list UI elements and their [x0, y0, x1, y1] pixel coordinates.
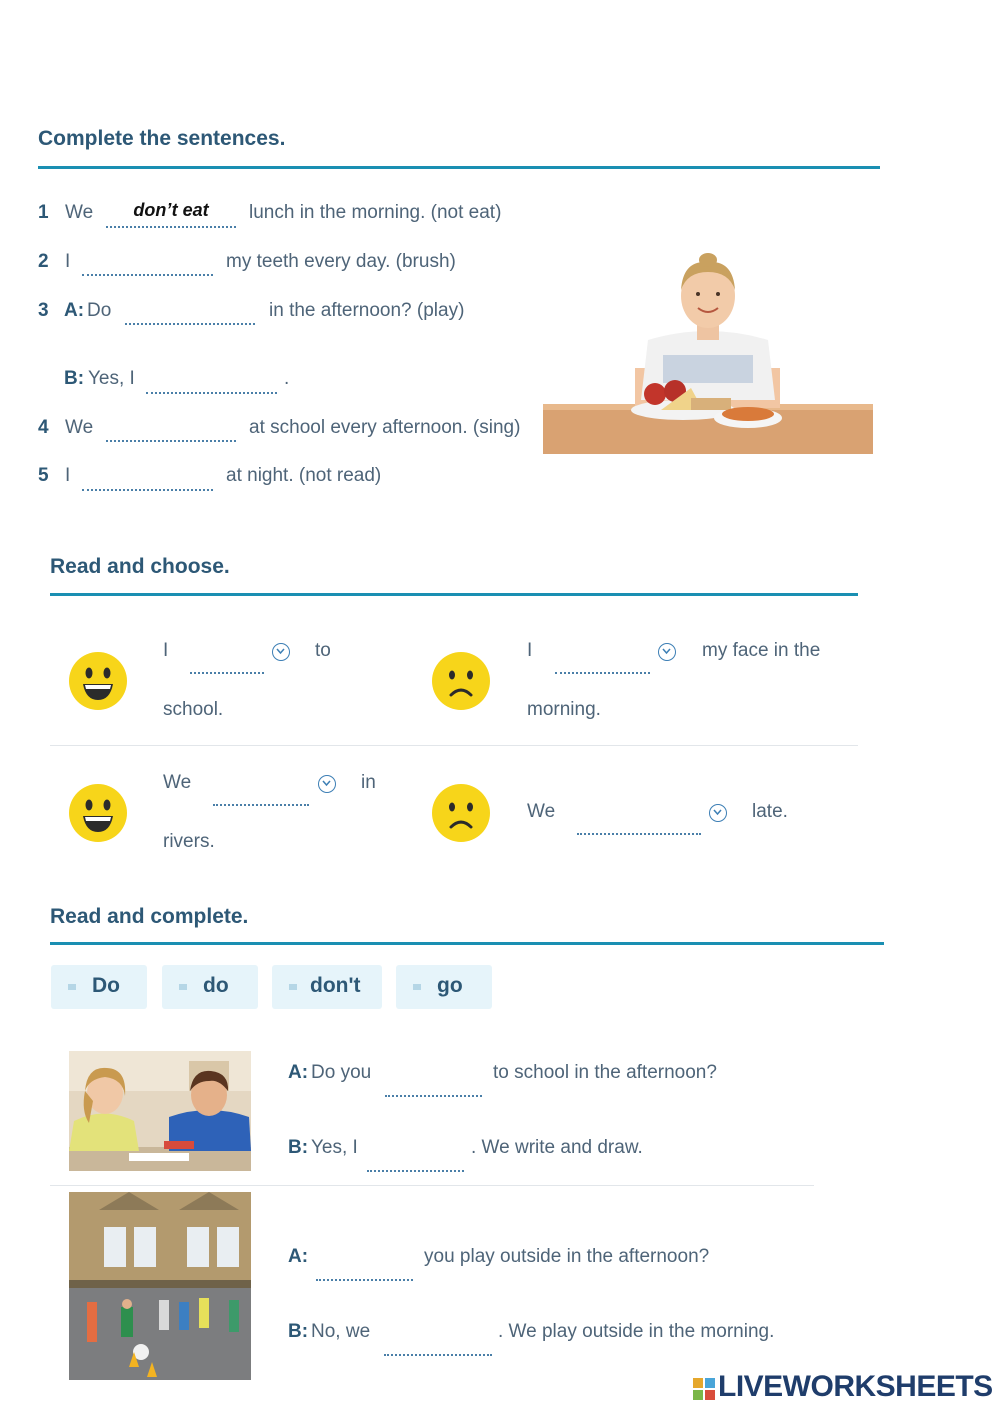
sentence-text: at night. (not read) [226, 465, 382, 486]
drag-handle-icon [179, 984, 187, 990]
item-number: 3 [38, 300, 49, 321]
sentence-text: We [527, 801, 556, 822]
sentence-text: Yes, I [311, 1137, 358, 1158]
item-number: 1 [38, 202, 49, 223]
sentence-text: We [163, 772, 192, 793]
liveworksheets-logo: LIVEWORKSHEETS [718, 1370, 993, 1403]
row-divider [50, 745, 858, 746]
word-chip-label: don't [310, 974, 361, 997]
chevron-down-icon[interactable] [709, 804, 727, 822]
sentence-text: at school every afternoon. (sing) [249, 417, 521, 438]
answer-drop-target[interactable] [384, 1354, 492, 1356]
sentence-text: We [65, 417, 94, 438]
sentence-text: I [65, 465, 71, 486]
sentence-text: I [65, 251, 71, 272]
answer-drop-target[interactable] [385, 1095, 482, 1097]
sentence-text: my face in the [702, 640, 821, 661]
answer-dropdown[interactable] [213, 804, 309, 806]
sentence-text: late. [752, 801, 788, 822]
answer-dropdown[interactable] [577, 833, 701, 835]
sentence-text: you play outside in the afternoon? [424, 1246, 710, 1267]
answer-input[interactable] [82, 489, 213, 491]
chevron-down-icon[interactable] [272, 643, 290, 661]
sentence-text: my teeth every day. (brush) [226, 251, 456, 272]
speaker-label: B: [64, 368, 85, 389]
speaker-label: A: [64, 300, 85, 321]
answer-drop-target[interactable] [316, 1279, 413, 1281]
sentence-text: Do [87, 300, 112, 321]
sentence-text: I [163, 640, 169, 661]
sentence-text: lunch in the morning. (not eat) [249, 202, 502, 223]
answer-input[interactable] [106, 440, 236, 442]
word-chip-label: go [437, 974, 463, 997]
drag-handle-icon [289, 984, 297, 990]
sentence-text: . [284, 368, 290, 389]
answer-input[interactable] [82, 274, 213, 276]
sentence-text: We [65, 202, 94, 223]
word-chip[interactable] [162, 965, 258, 1009]
sentence-text: Yes, I [88, 368, 135, 389]
sentence-text: . We write and draw. [471, 1137, 643, 1158]
sentence-text: Do you [311, 1062, 372, 1083]
sentence-text: to school in the afternoon? [493, 1062, 717, 1083]
chevron-down-icon[interactable] [318, 775, 336, 793]
sentence-text: No, we [311, 1321, 371, 1342]
item-number: 5 [38, 465, 49, 486]
answer-input[interactable] [125, 323, 255, 325]
answer-dropdown[interactable] [555, 672, 650, 674]
section-rule [50, 942, 884, 945]
speaker-label: A: [288, 1062, 309, 1083]
drag-handle-icon [413, 984, 421, 990]
section-title-choose: Read and choose. [50, 555, 230, 578]
sad-face-icon [431, 651, 491, 711]
word-chip[interactable] [396, 965, 492, 1009]
sentence-text: in [361, 772, 376, 793]
word-chip-label: Do [92, 974, 120, 997]
drag-handle-icon [68, 984, 76, 990]
sentence-text: rivers. [163, 831, 215, 852]
answer-drop-target[interactable] [367, 1170, 464, 1172]
classroom-children-photo [69, 1051, 251, 1171]
liveworksheets-logo-icon [693, 1378, 715, 1400]
girl-eating-lunch-photo [543, 250, 873, 454]
word-chip[interactable] [51, 965, 147, 1009]
speaker-label: A: [288, 1246, 309, 1267]
school-playground-photo [69, 1192, 251, 1380]
answer-input[interactable] [146, 392, 277, 394]
answer-dropdown[interactable] [190, 672, 264, 674]
sentence-text: I [527, 640, 533, 661]
sentence-text: in the afternoon? (play) [269, 300, 465, 321]
word-chip-label: do [203, 974, 229, 997]
item-number: 2 [38, 251, 49, 272]
sentence-text: morning. [527, 699, 601, 720]
item-number: 4 [38, 417, 49, 438]
speaker-label: B: [288, 1321, 309, 1342]
section-title-read-complete: Read and complete. [50, 905, 249, 928]
sentence-text: to [315, 640, 331, 661]
blank-line [106, 226, 236, 228]
sad-face-icon [431, 783, 491, 843]
section-title-complete: Complete the sentences. [38, 127, 286, 150]
section-rule [50, 593, 858, 596]
word-chip[interactable] [272, 965, 382, 1009]
row-divider [50, 1185, 814, 1186]
chevron-down-icon[interactable] [658, 643, 676, 661]
happy-face-icon [68, 783, 128, 843]
sentence-text: . We play outside in the morning. [498, 1321, 775, 1342]
sentence-text: school. [163, 699, 224, 720]
happy-face-icon [68, 651, 128, 711]
section-rule [38, 166, 880, 169]
answer-input[interactable]: don’t eat [133, 200, 209, 220]
speaker-label: B: [288, 1137, 309, 1158]
